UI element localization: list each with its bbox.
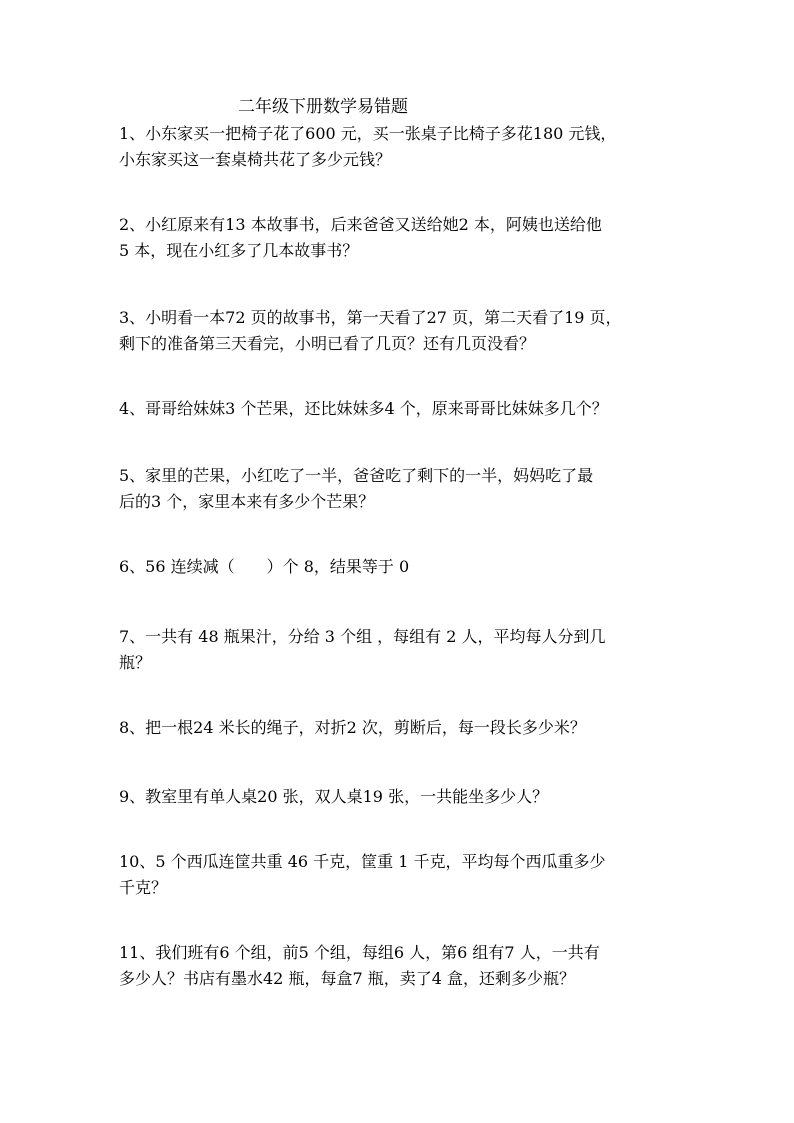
question-9 (119, 784, 679, 810)
question-line: 5 本，现在小红多了几本故事书？ (119, 241, 359, 260)
question-8 (119, 715, 679, 741)
question-line: 2、小红原来有13 本故事书，后来爸爸又送给她2 本，阿姨也送给他 (119, 215, 602, 234)
question-line: 4、哥哥给妹妹3 个芒果，还比妹妹多4 个，原来哥哥比妹妹多几个？ (119, 399, 608, 418)
question-line: 多少人？书店有墨水42 瓶，每盒7 瓶，卖了4 盒，还剩多少瓶？ (119, 969, 575, 988)
question-5 (119, 463, 679, 515)
question-line: 11、我们班有6 个组，前5 个组，每组6 人，第6 组有7 人，一共有 (119, 943, 600, 962)
document-title: 二年级下册数学易错题 (238, 97, 408, 117)
question-line: 9、教室里有单人桌20 张，双人桌19 张，一共能坐多少人？ (119, 787, 549, 806)
question-10 (119, 849, 679, 901)
question-2 (119, 212, 679, 264)
question-11 (119, 940, 679, 992)
question-line: 后的3 个，家里本来有多少个芒果？ (119, 492, 375, 511)
question-line: 小东家买这一套桌椅共花了多少元钱？ (119, 150, 392, 169)
question-line: 千克？ (119, 878, 168, 897)
question-6 (119, 554, 679, 580)
question-line: 瓶？ (119, 653, 152, 672)
question-line: 7、一共有 48 瓶果汁，分给 3 个组 ，每组有 2 人，平均每人分到几 (119, 627, 606, 646)
question-7 (119, 624, 679, 676)
question-1 (119, 121, 679, 173)
question-line: 10、5 个西瓜连筐共重 46 千克，筐重 1 千克，平均每个西瓜重多少 (119, 852, 606, 871)
question-3 (119, 305, 679, 357)
question-4 (119, 396, 679, 422)
question-line: 1、小东家买一把椅子花了600 元，买一张桌子比椅子多花180 元钱， (119, 124, 617, 143)
question-line: 剩下的准备第三天看完，小明已看了几页？还有几页没看？ (119, 334, 536, 353)
question-line: 5、家里的芒果，小红吃了一半，爸爸吃了剩下的一半，妈妈吃了最 (119, 466, 594, 485)
question-line: 6、56 连续减（ ）个 8，结果等于 0 (119, 557, 410, 576)
question-line: 3、小明看一本72 页的故事书，第一天看了27 页，第二天看了19 页， (119, 308, 622, 327)
question-line: 8、把一根24 米长的绳子，对折2 次，剪断后，每一段长多少米？ (119, 718, 586, 737)
